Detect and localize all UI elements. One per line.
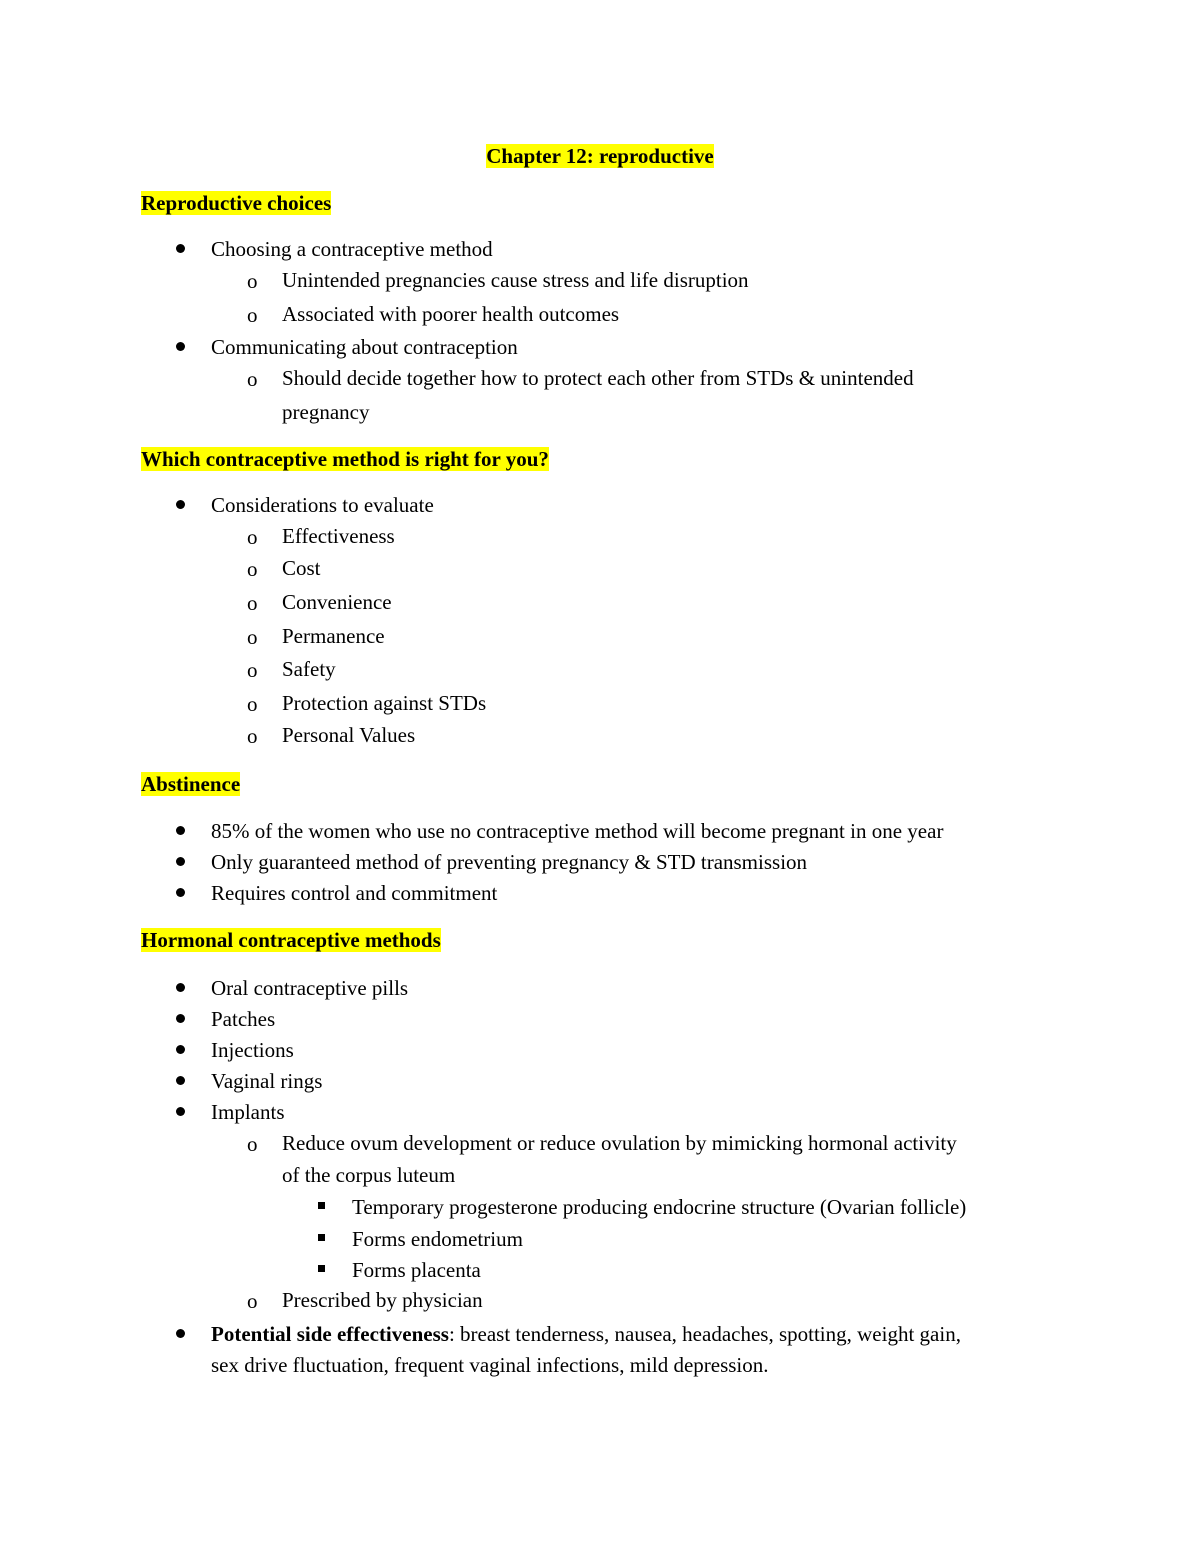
list-item: Considerations to evaluate — [211, 493, 434, 517]
bullet-circle-icon: o — [247, 269, 258, 293]
bullet-circle-icon: o — [247, 658, 258, 682]
bullet-circle-icon: o — [247, 525, 258, 549]
list-item: Safety — [282, 657, 336, 681]
bullet-dot-icon — [176, 888, 185, 897]
list-item: Communicating about contraception — [211, 335, 518, 359]
bullet-dot-icon — [176, 244, 185, 253]
bullet-circle-icon: o — [247, 1132, 258, 1156]
list-item: Effectiveness — [282, 524, 395, 548]
page-title: Chapter 12: reproductive — [486, 144, 714, 168]
side-effects-label: Potential side effectiveness — [211, 1322, 449, 1346]
list-item: Only guaranteed method of preventing pregnancy & STD transmission — [211, 850, 808, 874]
list-item-continuation: of the corpus luteum — [282, 1163, 456, 1187]
list-item: Unintended pregnancies cause stress and life disruption — [282, 268, 749, 292]
bullet-circle-icon: o — [247, 625, 258, 649]
list-item: 85% of the women who use no contraceptive method will become pregnant in one year — [211, 819, 944, 843]
list-item: Cost — [282, 556, 321, 580]
list-item: Oral contraceptive pills — [211, 976, 409, 1000]
list-item: Patches — [211, 1007, 276, 1031]
list-item: Reduce ovum development or reduce ovulation by mimicking hormonal activity — [282, 1131, 957, 1155]
list-item: Should decide together how to protect each other from STDs & unintended — [282, 366, 914, 390]
list-item: Prescribed by physician — [282, 1288, 483, 1312]
bullet-dot-icon — [176, 1107, 185, 1116]
bullet-dot-icon — [176, 500, 185, 509]
bullet-circle-icon: o — [247, 303, 258, 327]
list-item: Injections — [211, 1038, 294, 1062]
list-item: Temporary progesterone producing endocrine structure (Ovarian follicle) — [352, 1195, 967, 1219]
bullet-dot-icon — [176, 826, 185, 835]
list-item: Implants — [211, 1100, 285, 1124]
list-item: Personal Values — [282, 723, 416, 747]
bullet-dot-icon — [176, 983, 185, 992]
section-heading-hormonal-methods: Hormonal contraceptive methods — [141, 928, 441, 952]
bullet-dot-icon — [176, 857, 185, 866]
section-heading-which-method: Which contraceptive method is right for you? — [141, 447, 549, 471]
list-item: Vaginal rings — [211, 1069, 323, 1093]
list-item: Forms endometrium — [352, 1227, 523, 1251]
bullet-dot-icon — [176, 1076, 185, 1085]
bullet-dot-icon — [176, 342, 185, 351]
bullet-dot-icon — [176, 1329, 185, 1338]
bullet-circle-icon: o — [247, 367, 258, 391]
bullet-circle-icon: o — [247, 724, 258, 748]
list-item-continuation: pregnancy — [282, 400, 370, 424]
list-item: Forms placenta — [352, 1258, 481, 1282]
bullet-circle-icon: o — [247, 692, 258, 716]
side-effects-continuation: sex drive fluctuation, frequent vaginal infections, mild depression. — [211, 1353, 769, 1377]
bullet-circle-icon: o — [247, 557, 258, 581]
list-item: Choosing a contraceptive method — [211, 237, 493, 261]
side-effects-item — [211, 1320, 961, 1348]
bullet-circle-icon: o — [247, 591, 258, 615]
bullet-square-icon — [318, 1234, 325, 1241]
bullet-square-icon — [318, 1265, 325, 1272]
list-item: Permanence — [282, 624, 385, 648]
bullet-square-icon — [318, 1202, 325, 1209]
bullet-dot-icon — [176, 1014, 185, 1023]
bullet-dot-icon — [176, 1045, 185, 1054]
list-item: Protection against STDs — [282, 691, 487, 715]
section-heading-abstinence: Abstinence — [141, 772, 241, 796]
side-effects-text: : breast tenderness, nausea, headaches, spotting, weight gain, — [448, 1322, 961, 1346]
list-item: Requires control and commitment — [211, 881, 498, 905]
bullet-circle-icon: o — [247, 1289, 258, 1313]
list-item: Convenience — [282, 590, 392, 614]
section-heading-reproductive-choices: Reproductive choices — [141, 191, 332, 215]
list-item: Associated with poorer health outcomes — [282, 302, 620, 326]
